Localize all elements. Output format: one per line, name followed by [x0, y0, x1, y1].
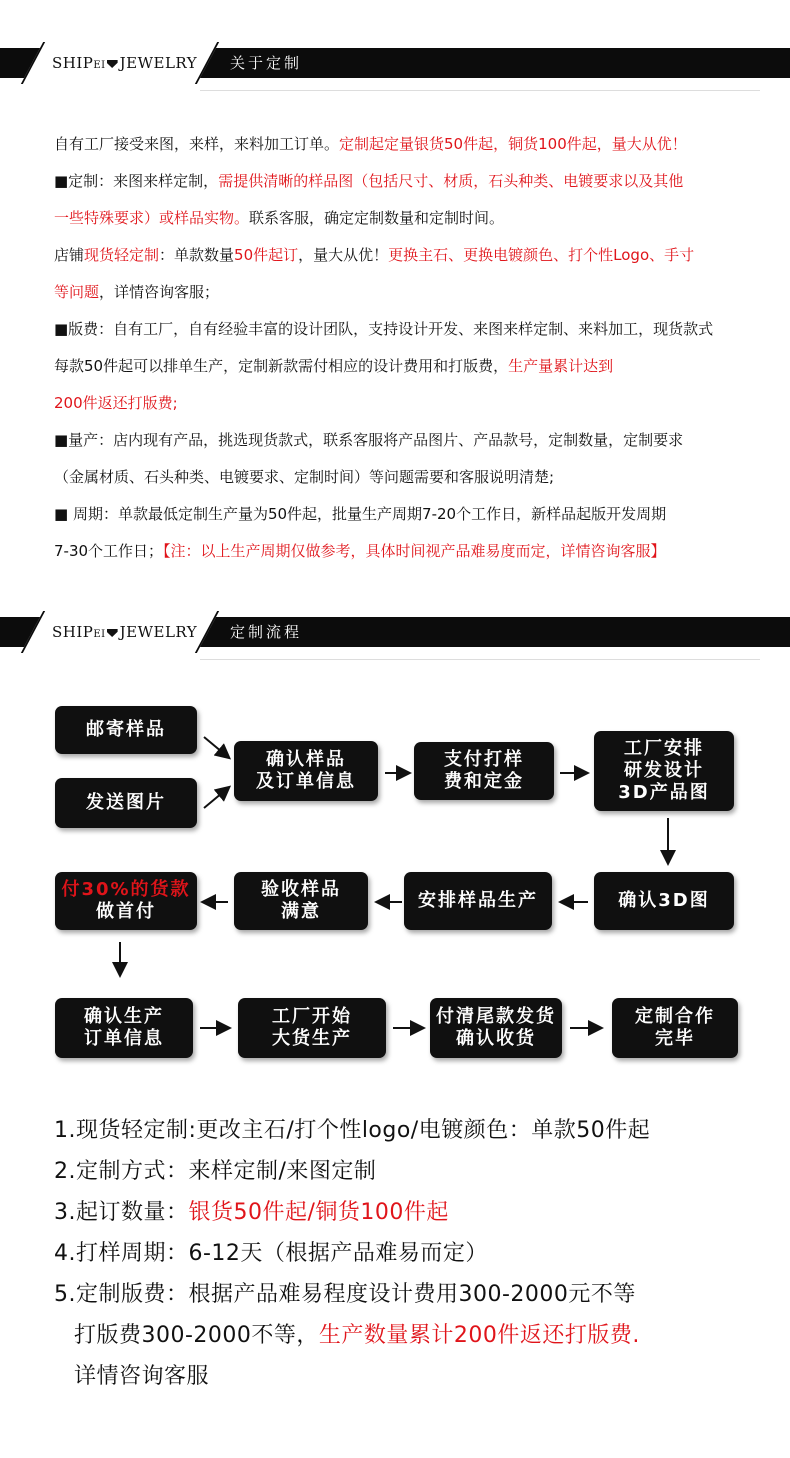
about-line: 等问题，详情咨询客服； — [54, 283, 220, 301]
flow-step-send-picture: 发送图片 — [55, 778, 197, 828]
flow-step-pay-balance: 付清尾款发货 确认收货 — [430, 998, 562, 1058]
about-line: ■版费：自有工厂，自有经验丰富的设计团队，支持设计开发、来图来样定制、来料加工，现货款式 — [54, 320, 714, 338]
summary-item: 1.现货轻定制:更改主石/打个性logo/电镀颜色：单款50件起 — [54, 1118, 651, 1143]
about-line: 200件返还打版费; — [54, 394, 178, 412]
flow-step-factory-start: 工厂开始 大货生产 — [238, 998, 386, 1058]
flow-step-arrange-sample: 安排样品生产 — [404, 872, 552, 930]
flow-step-confirm-3d: 确认3D图 — [594, 872, 734, 930]
flow-step-mail-sample: 邮寄样品 — [55, 706, 197, 754]
flow-step-inspect-sample: 验收样品 满意 — [234, 872, 368, 930]
about-line: 一些特殊要求）或样品实物。联系客服，确定定制数量和定制时间。 — [54, 209, 505, 227]
summary-item: 5.定制版费：根据产品难易程度设计费用300-2000元不等 — [54, 1282, 636, 1307]
arrow — [204, 737, 228, 757]
about-line: 自有工厂接受来图，来样，来料加工订单。定制起定量银货50件起，铜货100件起，量大从优！ — [54, 135, 687, 153]
flow-step-complete: 定制合作 完毕 — [612, 998, 738, 1058]
about-line: 每款50件起可以排单生产，定制新款需付相应的设计费用和打版费，生产量累计达到 — [54, 357, 614, 375]
arrow — [204, 788, 228, 808]
section-title: 定制流程 — [230, 623, 303, 641]
about-line: ■量产：店内现有产品，挑选现货款式，联系客服将产品图片、产品款号，定制数量，定制要求 — [54, 431, 684, 449]
section-title: 关于定制 — [230, 54, 303, 72]
brand-logo: SHIPEI JEWELRY — [52, 54, 198, 72]
summary-item: 4.打样周期：6-12天（根据产品难易而定） — [54, 1241, 488, 1266]
flow-step-pay-sample-fee: 支付打样 费和定金 — [414, 742, 554, 800]
about-line: 7-30个工作日；【注：以上生产周期仅做参考，具体时间视产品难易度而定，详情咨询客服】 — [54, 542, 666, 560]
flow-step-confirm-production: 确认生产 订单信息 — [55, 998, 193, 1058]
summary-item: 3.起订数量：银货50件起/铜货100件起 — [54, 1200, 449, 1225]
about-line: 店铺现货轻定制：单款数量50件起订，量大从优！更换主石、更换电镀颜色、打个性Logo、手寸 — [54, 246, 695, 264]
summary-item: 2.定制方式：来样定制/来图定制 — [54, 1159, 377, 1184]
summary-item: 打版费300-2000不等，生产数量累计200件返还打版费. — [74, 1323, 640, 1348]
about-line: ■定制：来图来样定制，需提供清晰的样品图（包括尺寸、材质，石头种类、电镀要求以及其他 — [54, 172, 684, 190]
flow-step-factory-design: 工厂安排 研发设计 3D产品图 — [594, 731, 734, 811]
summary-list — [54, 1110, 650, 1397]
about-line: ■ 周期：单款最低定制生产量为50件起，批量生产周期7-20个工作日，新样品起版开发周期 — [54, 505, 667, 523]
flow-step-pay-deposit: 付30%的货款 做首付 — [55, 872, 197, 930]
about-line: （金属材质、石头种类、电镀要求、定制时间）等问题需要和客服说明清楚; — [54, 468, 555, 486]
summary-item: 详情咨询客服 — [74, 1364, 210, 1389]
flow-step-confirm-sample: 确认样品 及订单信息 — [234, 741, 378, 801]
brand-logo: SHIPEI JEWELRY — [52, 623, 198, 641]
